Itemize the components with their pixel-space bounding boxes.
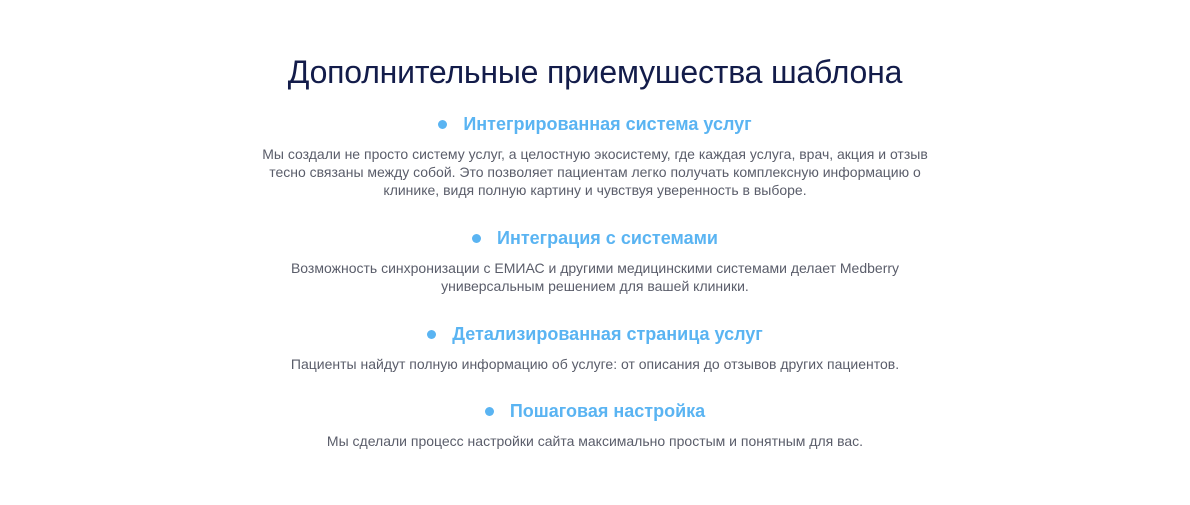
feature-heading-label: Детализированная страница услуг bbox=[452, 324, 763, 344]
feature-heading-label: Интегрированная система услуг bbox=[463, 114, 752, 134]
bullet-dot-icon bbox=[438, 120, 447, 129]
feature-item-systems-integration bbox=[0, 227, 1190, 295]
bullet-dot-icon bbox=[472, 234, 481, 243]
feature-item-integrated-services bbox=[0, 113, 1190, 199]
bullet-dot-icon bbox=[427, 330, 436, 339]
feature-description: Возможность синхронизации с ЕМИАС и другими медицинскими системами делает Medberry универсальным решением для вашей клиники. bbox=[290, 260, 900, 294]
feature-item-detailed-service-page bbox=[0, 323, 1190, 373]
feature-heading-label: Интеграция с системами bbox=[497, 228, 718, 248]
feature-item-step-setup bbox=[0, 400, 1190, 450]
page-title: Дополнительные приемушества шаблона bbox=[287, 54, 903, 90]
feature-heading bbox=[485, 400, 705, 422]
feature-heading bbox=[438, 113, 751, 135]
feature-heading-label: Пошаговая настройка bbox=[509, 401, 706, 421]
feature-description: Мы создали не просто систему услуг, а целостную экосистему, где каждая услуга, врач, акция и отзыв тесно связаны между собой. Это позволяет пациентам легко получать комплексную информацию о клинике, видя полную картину и чувствуя уверенность в выборе. bbox=[262, 146, 928, 198]
bullet-dot-icon bbox=[485, 407, 494, 416]
feature-heading bbox=[472, 227, 718, 249]
feature-description: Мы сделали процесс настройки сайта максимально простым и понятным для вас. bbox=[326, 433, 864, 449]
feature-description: Пациенты найдут полную информацию об услуге: от описания до отзывов других пациентов. bbox=[290, 356, 900, 372]
feature-heading bbox=[427, 323, 763, 345]
